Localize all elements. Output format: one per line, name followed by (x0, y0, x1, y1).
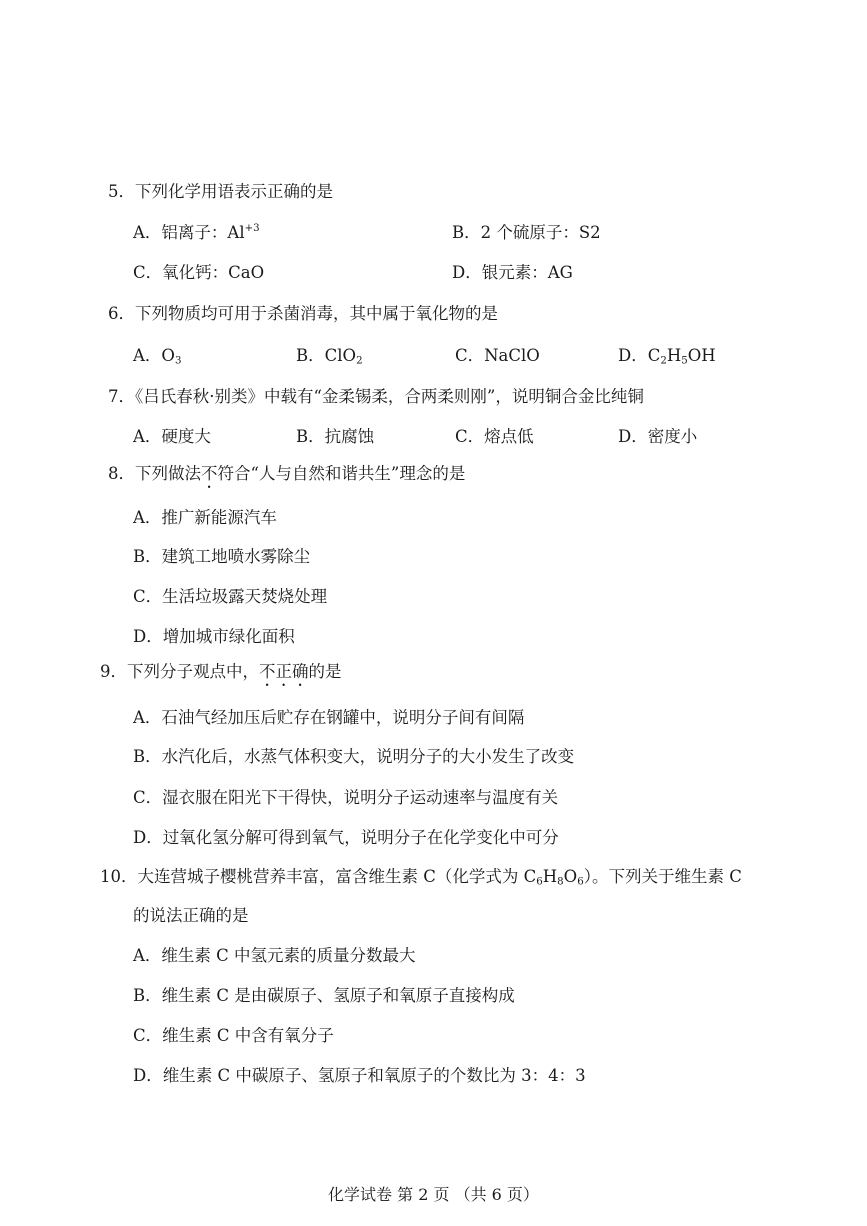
question-7-stem: 7．《吕氏春秋·别类》中载有“金柔锡柔，合两柔则刚”，说明铜合金比纯铜 (108, 387, 644, 406)
question-6-option-a: A．$O_3$ (133, 346, 182, 367)
question-6-option-b: B．ClO$_2$ (296, 346, 363, 367)
question-7-option-d: D．密度小 (618, 427, 698, 446)
emphasis-mark: 不 (201, 464, 218, 483)
question-9-option-b: B．水汽化后，水蒸气体积变大，说明分子的大小发生了改变 (133, 747, 575, 766)
question-6-option-c: C．NaClO (455, 346, 540, 365)
question-5-option-d: D．银元素：AG (452, 263, 573, 282)
question-6-stem: 6．下列物质均可用于杀菌消毒，其中属于氧化物的是 (108, 304, 498, 323)
question-10-stem: 10．大连营城子樱桃营养丰富，富含维生素 C（化学式为 $C_6H_8O_6$）。下列关于维生素 C (100, 867, 742, 888)
question-5-option-c: C．氧化钙：CaO (133, 263, 265, 282)
question-10-option-b: B．维生素 C 是由碳原子、氢原子和氧原子直接构成 (133, 986, 515, 1005)
question-8-option-a: A．推广新能源汽车 (133, 508, 277, 527)
page-footer: 化学试卷 第 2 页 （共 6 页） (328, 1185, 539, 1204)
question-10-option-c: C．维生素 C 中含有氧分子 (133, 1026, 334, 1045)
question-5-option-b: B．2 个硫原子：S2 (452, 223, 601, 242)
question-10-option-a: A．维生素 C 中氢元素的质量分数最大 (133, 946, 416, 965)
question-7-option-c: C．熔点低 (455, 427, 534, 446)
question-8-stem: 8．下列做法不符合“人与自然和谐共生”理念的是 (108, 464, 466, 483)
question-6-option-d: D．$C_2H_5OH$ (618, 346, 716, 367)
question-10-stem-continued: 的说法正确的是 (133, 906, 249, 925)
question-7-option-a: A．硬度大 (133, 427, 211, 446)
question-9-option-d: D．过氧化氢分解可得到氧气，说明分子在化学变化中可分 (133, 828, 559, 847)
question-8-option-c: C．生活垃圾露天焚烧处理 (133, 587, 328, 606)
question-9-stem: 9．下列分子观点中，不正确的是 (100, 662, 342, 681)
question-8-option-d: D．增加城市绿化面积 (133, 627, 295, 646)
question-10-option-d: D．维生素 C 中碳原子、氢原子和氧原子的个数比为 3：4：3 (133, 1066, 586, 1085)
question-9-option-a: A．石油气经加压后贮存在钢罐中，说明分子间有间隔 (133, 708, 525, 727)
question-5-stem: 5．下列化学用语表示正确的是 (108, 182, 333, 201)
question-9-option-c: C．湿衣服在阳光下干得快，说明分子运动速率与温度有关 (133, 788, 559, 807)
question-7-option-b: B．抗腐蚀 (296, 427, 375, 446)
question-8-option-b: B．建筑工地喷水雾除尘 (133, 547, 311, 566)
emphasis-mark: 不正确 (259, 662, 309, 681)
question-5-option-a: A．铝离子：$Al^{+3}$ (133, 222, 260, 242)
